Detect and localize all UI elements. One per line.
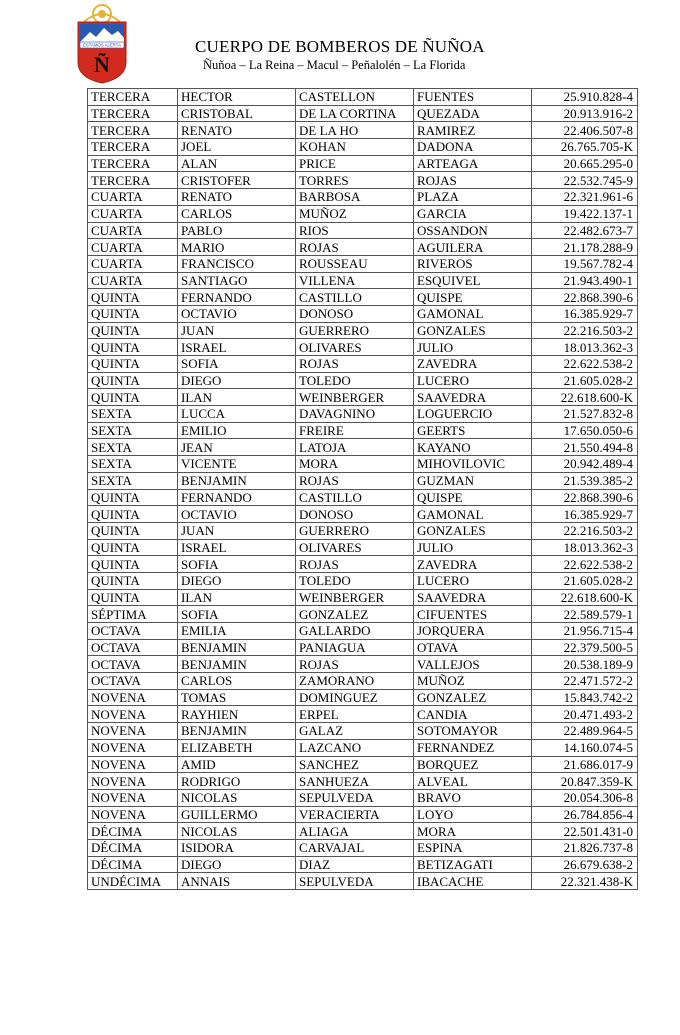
company-cell: SEXTA (88, 439, 178, 456)
id-number-cell: 21.956.715-4 (532, 623, 638, 640)
company-cell: QUINTA (88, 339, 178, 356)
id-number-cell: 22.321.438-K (532, 873, 638, 890)
second-surname-cell: SOTOMAYOR (414, 723, 532, 740)
table-row (88, 305, 638, 322)
second-surname-cell: LUCERO (414, 372, 532, 389)
id-number-cell: 22.868.390-6 (532, 289, 638, 306)
id-number-cell: 21.550.494-8 (532, 439, 638, 456)
id-number-cell: 22.622.538-2 (532, 556, 638, 573)
id-number-cell: 25.910.828-4 (532, 89, 638, 106)
roster-body (88, 89, 638, 890)
second-surname-cell: SAAVEDRA (414, 389, 532, 406)
second-surname-cell: OTAVA (414, 639, 532, 656)
first-name-cell: ISRAEL (178, 339, 296, 356)
second-surname-cell: FERNANDEZ (414, 739, 532, 756)
surname-cell: OLIVARES (296, 539, 414, 556)
surname-cell: WEINBERGER (296, 389, 414, 406)
second-surname-cell: LUCERO (414, 572, 532, 589)
fire-department-logo (74, 2, 130, 84)
second-surname-cell: ESQUIVEL (414, 272, 532, 289)
second-surname-cell: VALLEJOS (414, 656, 532, 673)
id-number-cell: 22.489.964-5 (532, 723, 638, 740)
id-number-cell: 22.501.431-0 (532, 823, 638, 840)
table-row (88, 289, 638, 306)
table-row (88, 222, 638, 239)
company-cell: QUINTA (88, 506, 178, 523)
company-cell: OCTAVA (88, 623, 178, 640)
surname-cell: DIAZ (296, 856, 414, 873)
surname-cell: GALAZ (296, 723, 414, 740)
first-name-cell: SOFIA (178, 606, 296, 623)
first-name-cell: ANNAIS (178, 873, 296, 890)
table-row (88, 856, 638, 873)
id-number-cell: 21.605.028-2 (532, 372, 638, 389)
id-number-cell: 19.422.137-1 (532, 205, 638, 222)
logo-crest-icon (84, 5, 120, 23)
surname-cell: ROJAS (296, 472, 414, 489)
second-surname-cell: BRAVO (414, 789, 532, 806)
first-name-cell: RODRIGO (178, 773, 296, 790)
first-name-cell: GUILLERMO (178, 806, 296, 823)
id-number-cell: 22.216.503-2 (532, 522, 638, 539)
company-cell: OCTAVA (88, 673, 178, 690)
id-number-cell: 21.539.385-2 (532, 472, 638, 489)
company-cell: DÉCIMA (88, 823, 178, 840)
company-cell: NOVENA (88, 789, 178, 806)
second-surname-cell: IBACACHE (414, 873, 532, 890)
company-cell: OCTAVA (88, 656, 178, 673)
company-cell: QUINTA (88, 289, 178, 306)
company-cell: DÉCIMA (88, 856, 178, 873)
surname-cell: ROJAS (296, 356, 414, 373)
company-cell: NOVENA (88, 756, 178, 773)
table-row (88, 806, 638, 823)
company-cell: QUINTA (88, 305, 178, 322)
table-row (88, 322, 638, 339)
surname-cell: MUÑOZ (296, 205, 414, 222)
first-name-cell: NICOLAS (178, 823, 296, 840)
first-name-cell: OCTAVIO (178, 506, 296, 523)
id-number-cell: 26.765.705-K (532, 139, 638, 156)
surname-cell: ROJAS (296, 239, 414, 256)
table-row (88, 389, 638, 406)
table-row (88, 422, 638, 439)
id-number-cell: 22.406.507-8 (532, 122, 638, 139)
first-name-cell: FRANCISCO (178, 255, 296, 272)
company-cell: QUINTA (88, 356, 178, 373)
id-number-cell: 26.784.856-4 (532, 806, 638, 823)
first-name-cell: LUCCA (178, 406, 296, 423)
surname-cell: PANIAGUA (296, 639, 414, 656)
id-number-cell: 15.843.742-2 (532, 689, 638, 706)
id-number-cell: 20.942.489-4 (532, 456, 638, 473)
table-row (88, 673, 638, 690)
id-number-cell: 26.679.638-2 (532, 856, 638, 873)
second-surname-cell: PLAZA (414, 189, 532, 206)
table-row (88, 356, 638, 373)
first-name-cell: ALAN (178, 155, 296, 172)
id-number-cell: 20.665.295-0 (532, 155, 638, 172)
second-surname-cell: JULIO (414, 539, 532, 556)
surname-cell: TOLEDO (296, 572, 414, 589)
page-subtitle: Ñuñoa – La Reina – Macul – Peñalolén – La Florida (203, 58, 466, 72)
table-row (88, 255, 638, 272)
first-name-cell: BENJAMIN (178, 639, 296, 656)
id-number-cell: 21.826.737-8 (532, 839, 638, 856)
table-row (88, 773, 638, 790)
second-surname-cell: ROJAS (414, 172, 532, 189)
company-cell: CUARTA (88, 205, 178, 222)
id-number-cell: 22.618.600-K (532, 389, 638, 406)
id-number-cell: 22.482.673-7 (532, 222, 638, 239)
surname-cell: GUERRERO (296, 522, 414, 539)
surname-cell: GALLARDO (296, 623, 414, 640)
table-row (88, 823, 638, 840)
first-name-cell: CRISTOBAL (178, 105, 296, 122)
id-number-cell: 20.913.916-2 (532, 105, 638, 122)
first-name-cell: EMILIO (178, 422, 296, 439)
surname-cell: RIOS (296, 222, 414, 239)
surname-cell: ERPEL (296, 706, 414, 723)
table-row (88, 139, 638, 156)
second-surname-cell: QUISPE (414, 289, 532, 306)
surname-cell: DONOSO (296, 506, 414, 523)
id-number-cell: 20.054.306-8 (532, 789, 638, 806)
company-cell: SEXTA (88, 472, 178, 489)
id-number-cell: 19.567.782-4 (532, 255, 638, 272)
company-cell: NOVENA (88, 739, 178, 756)
company-cell: QUINTA (88, 489, 178, 506)
company-cell: QUINTA (88, 322, 178, 339)
surname-cell: PRICE (296, 155, 414, 172)
second-surname-cell: GONZALES (414, 322, 532, 339)
table-row (88, 506, 638, 523)
company-cell: NOVENA (88, 806, 178, 823)
id-number-cell: 21.527.832-8 (532, 406, 638, 423)
first-name-cell: BENJAMIN (178, 472, 296, 489)
second-surname-cell: SAAVEDRA (414, 589, 532, 606)
first-name-cell: JUAN (178, 322, 296, 339)
surname-cell: DAVAGNINO (296, 406, 414, 423)
company-cell: QUINTA (88, 372, 178, 389)
table-row (88, 122, 638, 139)
second-surname-cell: ALVEAL (414, 773, 532, 790)
first-name-cell: NICOLAS (178, 789, 296, 806)
table-row (88, 439, 638, 456)
second-surname-cell: RAMIREZ (414, 122, 532, 139)
surname-cell: GONZALEZ (296, 606, 414, 623)
surname-cell: CASTILLO (296, 289, 414, 306)
first-name-cell: BENJAMIN (178, 656, 296, 673)
surname-cell: GUERRERO (296, 322, 414, 339)
first-name-cell: EMILIA (178, 623, 296, 640)
surname-cell: FREIRE (296, 422, 414, 439)
surname-cell: ROJAS (296, 656, 414, 673)
table-row (88, 472, 638, 489)
company-cell: CUARTA (88, 272, 178, 289)
first-name-cell: HECTOR (178, 89, 296, 106)
first-name-cell: JEAN (178, 439, 296, 456)
id-number-cell: 17.650.050-6 (532, 422, 638, 439)
company-cell: CUARTA (88, 239, 178, 256)
id-number-cell: 18.013.362-3 (532, 339, 638, 356)
second-surname-cell: QUEZADA (414, 105, 532, 122)
second-surname-cell: KAYANO (414, 439, 532, 456)
second-surname-cell: BORQUEZ (414, 756, 532, 773)
first-name-cell: DIEGO (178, 856, 296, 873)
company-cell: NOVENA (88, 689, 178, 706)
company-cell: UNDÉCIMA (88, 873, 178, 890)
company-cell: CUARTA (88, 255, 178, 272)
table-row (88, 623, 638, 640)
company-cell: SEXTA (88, 422, 178, 439)
second-surname-cell: GAMONAL (414, 506, 532, 523)
table-row (88, 706, 638, 723)
second-surname-cell: LOGUERCIO (414, 406, 532, 423)
id-number-cell: 22.618.600-K (532, 589, 638, 606)
company-cell: CUARTA (88, 189, 178, 206)
first-name-cell: RENATO (178, 122, 296, 139)
first-name-cell: CARLOS (178, 205, 296, 222)
company-cell: OCTAVA (88, 639, 178, 656)
table-row (88, 539, 638, 556)
first-name-cell: RAYHIEN (178, 706, 296, 723)
surname-cell: KOHAN (296, 139, 414, 156)
first-name-cell: TOMAS (178, 689, 296, 706)
id-number-cell: 21.605.028-2 (532, 572, 638, 589)
first-name-cell: DIEGO (178, 372, 296, 389)
surname-cell: BARBOSA (296, 189, 414, 206)
surname-cell: SANHUEZA (296, 773, 414, 790)
id-number-cell: 16.385.929-7 (532, 305, 638, 322)
surname-cell: ROUSSEAU (296, 255, 414, 272)
id-number-cell: 22.321.961-6 (532, 189, 638, 206)
id-number-cell: 20.847.359-K (532, 773, 638, 790)
table-row (88, 155, 638, 172)
second-surname-cell: GONZALEZ (414, 689, 532, 706)
table-row (88, 723, 638, 740)
id-number-cell: 22.868.390-6 (532, 489, 638, 506)
surname-cell: CASTELLON (296, 89, 414, 106)
second-surname-cell: CIFUENTES (414, 606, 532, 623)
table-row (88, 372, 638, 389)
company-cell: SÉPTIMA (88, 606, 178, 623)
second-surname-cell: GARCIA (414, 205, 532, 222)
id-number-cell: 22.379.500-5 (532, 639, 638, 656)
company-cell: QUINTA (88, 522, 178, 539)
second-surname-cell: RIVEROS (414, 255, 532, 272)
company-cell: SEXTA (88, 406, 178, 423)
id-number-cell: 20.471.493-2 (532, 706, 638, 723)
company-cell: QUINTA (88, 572, 178, 589)
first-name-cell: ILAN (178, 389, 296, 406)
surname-cell: SEPULVEDA (296, 873, 414, 890)
table-row (88, 339, 638, 356)
second-surname-cell: MORA (414, 823, 532, 840)
company-cell: QUINTA (88, 589, 178, 606)
second-surname-cell: ZAVEDRA (414, 356, 532, 373)
table-row (88, 456, 638, 473)
surname-cell: SANCHEZ (296, 756, 414, 773)
surname-cell: DONOSO (296, 305, 414, 322)
roster-table (87, 88, 638, 890)
company-cell: DÉCIMA (88, 839, 178, 856)
surname-cell: VILLENA (296, 272, 414, 289)
company-cell: CUARTA (88, 222, 178, 239)
company-cell: QUINTA (88, 556, 178, 573)
table-row (88, 406, 638, 423)
table-row (88, 689, 638, 706)
company-cell: NOVENA (88, 706, 178, 723)
first-name-cell: ISIDORA (178, 839, 296, 856)
company-cell: SEXTA (88, 456, 178, 473)
surname-cell: OLIVARES (296, 339, 414, 356)
second-surname-cell: MIHOVILOVIC (414, 456, 532, 473)
company-cell: TERCERA (88, 122, 178, 139)
table-row (88, 172, 638, 189)
surname-cell: LATOJA (296, 439, 414, 456)
id-number-cell: 16.385.929-7 (532, 506, 638, 523)
table-row (88, 522, 638, 539)
second-surname-cell: CANDIA (414, 706, 532, 723)
table-row (88, 556, 638, 573)
table-row (88, 189, 638, 206)
second-surname-cell: AGUILERA (414, 239, 532, 256)
surname-cell: DE LA CORTINA (296, 105, 414, 122)
first-name-cell: ILAN (178, 589, 296, 606)
company-cell: NOVENA (88, 723, 178, 740)
id-number-cell: 20.538.189-9 (532, 656, 638, 673)
surname-cell: ALIAGA (296, 823, 414, 840)
first-name-cell: JUAN (178, 522, 296, 539)
surname-cell: SEPULVEDA (296, 789, 414, 806)
first-name-cell: PABLO (178, 222, 296, 239)
company-cell: TERCERA (88, 89, 178, 106)
table-row (88, 589, 638, 606)
first-name-cell: MARIO (178, 239, 296, 256)
table-row (88, 89, 638, 106)
first-name-cell: SOFIA (178, 356, 296, 373)
second-surname-cell: JULIO (414, 339, 532, 356)
id-number-cell: 21.943.490-1 (532, 272, 638, 289)
first-name-cell: RENATO (178, 189, 296, 206)
second-surname-cell: ESPINA (414, 839, 532, 856)
first-name-cell: FERNANDO (178, 289, 296, 306)
first-name-cell: JOEL (178, 139, 296, 156)
first-name-cell: CRISTOFER (178, 172, 296, 189)
second-surname-cell: OSSANDON (414, 222, 532, 239)
table-row (88, 272, 638, 289)
company-cell: TERCERA (88, 105, 178, 122)
company-cell: TERCERA (88, 172, 178, 189)
id-number-cell: 14.160.074-5 (532, 739, 638, 756)
second-surname-cell: ZAVEDRA (414, 556, 532, 573)
first-name-cell: SANTIAGO (178, 272, 296, 289)
second-surname-cell: GAMONAL (414, 305, 532, 322)
table-row (88, 572, 638, 589)
logo-banner-text: ESTAMOS ALERTA (83, 42, 121, 48)
surname-cell: TORRES (296, 172, 414, 189)
second-surname-cell: GONZALES (414, 522, 532, 539)
second-surname-cell: GUZMAN (414, 472, 532, 489)
surname-cell: WEINBERGER (296, 589, 414, 606)
table-row (88, 489, 638, 506)
id-number-cell: 21.686.017-9 (532, 756, 638, 773)
second-surname-cell: DADONA (414, 139, 532, 156)
first-name-cell: VICENTE (178, 456, 296, 473)
surname-cell: DOMINGUEZ (296, 689, 414, 706)
surname-cell: MORA (296, 456, 414, 473)
table-row (88, 606, 638, 623)
id-number-cell: 22.471.572-2 (532, 673, 638, 690)
surname-cell: CARVAJAL (296, 839, 414, 856)
table-row (88, 739, 638, 756)
first-name-cell: AMID (178, 756, 296, 773)
id-number-cell: 22.589.579-1 (532, 606, 638, 623)
company-cell: TERCERA (88, 139, 178, 156)
company-cell: TERCERA (88, 155, 178, 172)
table-row (88, 873, 638, 890)
id-number-cell: 21.178.288-9 (532, 239, 638, 256)
surname-cell: ROJAS (296, 556, 414, 573)
table-row (88, 789, 638, 806)
id-number-cell: 22.216.503-2 (532, 322, 638, 339)
table-row (88, 239, 638, 256)
id-number-cell: 22.532.745-9 (532, 172, 638, 189)
logo-letter: Ñ (94, 52, 110, 77)
second-surname-cell: BETIZAGATI (414, 856, 532, 873)
table-row (88, 205, 638, 222)
id-number-cell: 18.013.362-3 (532, 539, 638, 556)
second-surname-cell: MUÑOZ (414, 673, 532, 690)
table-row (88, 105, 638, 122)
first-name-cell: ELIZABETH (178, 739, 296, 756)
second-surname-cell: JORQUERA (414, 623, 532, 640)
company-cell: NOVENA (88, 773, 178, 790)
surname-cell: CASTILLO (296, 489, 414, 506)
table-row (88, 839, 638, 856)
first-name-cell: DIEGO (178, 572, 296, 589)
second-surname-cell: FUENTES (414, 89, 532, 106)
id-number-cell: 22.622.538-2 (532, 356, 638, 373)
first-name-cell: SOFIA (178, 556, 296, 573)
surname-cell: DE LA HO (296, 122, 414, 139)
company-cell: QUINTA (88, 539, 178, 556)
first-name-cell: CARLOS (178, 673, 296, 690)
second-surname-cell: QUISPE (414, 489, 532, 506)
second-surname-cell: ARTEAGA (414, 155, 532, 172)
second-surname-cell: LOYO (414, 806, 532, 823)
table-row (88, 639, 638, 656)
surname-cell: LAZCANO (296, 739, 414, 756)
surname-cell: TOLEDO (296, 372, 414, 389)
first-name-cell: BENJAMIN (178, 723, 296, 740)
first-name-cell: FERNANDO (178, 489, 296, 506)
table-row (88, 756, 638, 773)
table-row (88, 656, 638, 673)
first-name-cell: ISRAEL (178, 539, 296, 556)
second-surname-cell: GEERTS (414, 422, 532, 439)
surname-cell: VERACIERTA (296, 806, 414, 823)
surname-cell: ZAMORANO (296, 673, 414, 690)
first-name-cell: OCTAVIO (178, 305, 296, 322)
page-title: CUERPO DE BOMBEROS DE ÑUÑOA (195, 37, 485, 56)
company-cell: QUINTA (88, 389, 178, 406)
